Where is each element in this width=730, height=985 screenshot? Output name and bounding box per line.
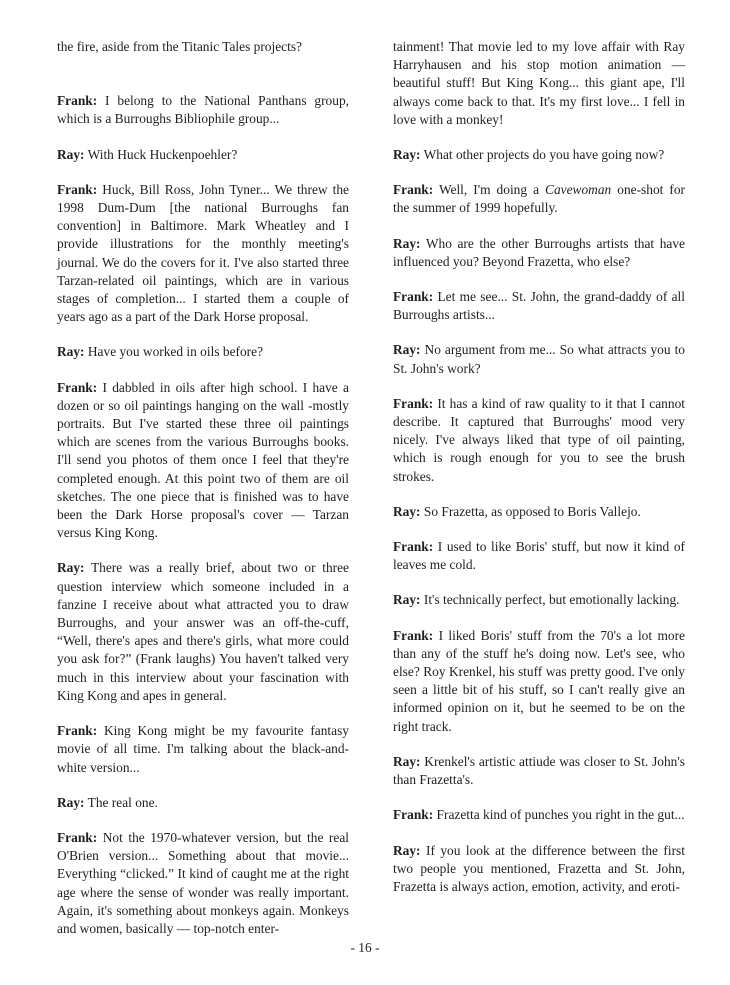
speaker-label: Ray: (57, 146, 85, 162)
speaker-label: Ray: (393, 753, 421, 769)
interview-paragraph (393, 538, 685, 574)
interview-paragraph (393, 842, 685, 897)
interview-paragraph (393, 503, 685, 521)
paragraph-text: It has a kind of raw quality to it that I cannot describe. It captured that Burroughs' mood very nicely. I've always liked that type of oil painting, which is rough enough for you to see the brush strokes. (393, 395, 685, 484)
continued-text: the fire, aside from the Titanic Tales projects? (57, 39, 302, 54)
paragraph-text: With Huck Huckenpoehler? (84, 146, 238, 162)
speaker-label: Frank: (57, 181, 98, 197)
interview-paragraph (393, 181, 685, 217)
speaker-label: Ray: (393, 147, 421, 163)
speaker-label: Frank: (393, 627, 434, 643)
right-column (393, 38, 685, 913)
speaker-label: Ray: (57, 794, 85, 810)
speaker-label: Ray: (57, 344, 85, 360)
interview-paragraph (393, 627, 685, 736)
paragraph-text: I liked Boris' stuff from the 70's a lot more than any of the stuff he's doing now. Let's see, who else? Roy Krenkel, his stuff was pretty good. I've only seen a little bit of his stuff, so I can't really give an informed opinion on it, but he seemed to be on the right track. (393, 627, 685, 734)
interview-paragraph (393, 146, 685, 164)
interview-paragraph (57, 146, 349, 164)
interview-paragraph (57, 722, 349, 777)
speaker-label: Frank: (57, 379, 98, 395)
interview-paragraph (393, 235, 685, 271)
speaker-label: Frank: (57, 829, 98, 845)
speaker-label: Frank: (393, 289, 434, 305)
speaker-label: Frank: (393, 395, 434, 411)
paragraph-text: So Frazetta, as opposed to Boris Vallejo. (420, 503, 641, 519)
paragraph-text: Have you worked in oils before? (84, 344, 264, 360)
interview-paragraph (393, 341, 685, 377)
speaker-label: Ray: (393, 342, 421, 358)
paragraph-text: Well, I'm doing a (433, 182, 546, 198)
paragraph-text: I used to like Boris' stuff, but now it kind of leaves me cold. (393, 539, 685, 573)
paragraph-text: If you look at the difference between the first two people you mentioned, Frazetta and St. John, Frazetta is always action, emotion, activity, and eroti- (393, 842, 685, 894)
speaker-label: Ray: (393, 842, 421, 858)
paragraph-text: Let me see... St. John, the grand-daddy of all Burroughs artists... (393, 289, 685, 323)
interview-paragraph (57, 829, 349, 938)
paragraph-text: Krenkel's artistic attiude was closer to St. John's than Frazetta's. (393, 753, 685, 788)
interview-paragraph (393, 395, 685, 486)
paragraph-text: No argument from me... So what attracts you to St. John's work? (393, 342, 685, 376)
paragraph-text: Frazetta kind of punches you right in the gut... (433, 807, 685, 823)
interview-paragraph (57, 379, 349, 543)
interview-paragraph (57, 559, 349, 705)
paragraph-text: Who are the other Burroughs artists that have influenced you? Beyond Frazetta, who else? (393, 235, 685, 269)
comic-title: Cavewoman (545, 182, 612, 198)
paragraph-text: King Kong might be my favourite fantasy movie of all time. I'm talking about the black-and-white version... (57, 723, 349, 775)
speaker-label: Ray: (393, 503, 421, 519)
speaker-label: Frank: (57, 723, 98, 739)
speaker-label: Frank: (393, 539, 434, 555)
interview-paragraph (57, 181, 349, 327)
speaker-label: Ray: (57, 560, 85, 576)
speaker-label: Ray: (393, 235, 421, 251)
speaker-label: Frank: (57, 93, 98, 109)
interview-paragraph (393, 753, 685, 789)
interview-paragraph (57, 794, 349, 812)
paragraph-text: I belong to the National Panthans group, which is a Burroughs Bibliophile group... (57, 93, 349, 127)
interview-paragraph (393, 288, 685, 324)
paragraph-text: one-shot for the summer of 1999 hopefully. (393, 182, 685, 216)
page-number: - 16 - (350, 940, 380, 955)
interview-paragraph (393, 806, 685, 824)
interview-paragraph (57, 92, 349, 128)
interview-paragraph (393, 591, 685, 609)
left-column (57, 38, 349, 955)
speaker-label: Frank: (393, 807, 434, 823)
paragraph-text: Huck, Bill Ross, John Tyner... We threw the 1998 Dum-Dum [the national Burroughs fan convention] in Baltimore. Mark Wheatley and I provide illustrations for the monthly meeting's journal. We do the covers for it. I've also started three Tarzan-related oil paintings, which are in various stages of completion... I started them a couple of years ago as a part of the Dark Horse proposal. (57, 181, 349, 325)
paragraph-text: The real one. (84, 794, 158, 810)
paragraph-text: There was a really brief, about two or three question interview which someone included in a fanzine I receive about what attracted you to draw Burroughs, and your answer was an off-the-cuff, “Well, there's apes and there's girls, what more could you ask for?” (Frank laughs) You haven't talked very much in this interview about your fascination with King Kong and apes in general. (57, 560, 349, 703)
paragraph-text: Not the 1970-whatever version, but the real O'Brien version... Something about that movie... Everything “clicked.” It kind of caught me at the right age where the sense of wonder was really important. Again, it's something about monkeys again. Monkeys and women, basically — top-notch enter- (57, 829, 349, 936)
paragraph-text: I dabbled in oils after high school. I have a dozen or so oil paintings hanging on the wall -mostly portraits. But I've started these three oil paintings which are scenes from the various Burroughs books. I'll send you photos of them once I feel that they're completed enough. At this point two of them are oil sketches. The one piece that is finished was to have been the Dark Horse proposal's cover — Tarzan versus King Kong. (57, 379, 349, 541)
speaker-label: Ray: (393, 592, 421, 608)
paragraph-text: It's technically perfect, but emotionally lacking. (420, 592, 680, 608)
paragraph-text: What other projects do you have going now? (420, 147, 665, 163)
speaker-label: Frank: (393, 182, 434, 198)
continued-text: tainment! That movie led to my love affair with Ray Harryhausen and his stop motion animation — beautiful stuff! But King Kong... this giant ape, I'll always come back to that. It's my first love... I fell in love with a monkey! (393, 39, 685, 127)
interview-paragraph (57, 343, 349, 361)
